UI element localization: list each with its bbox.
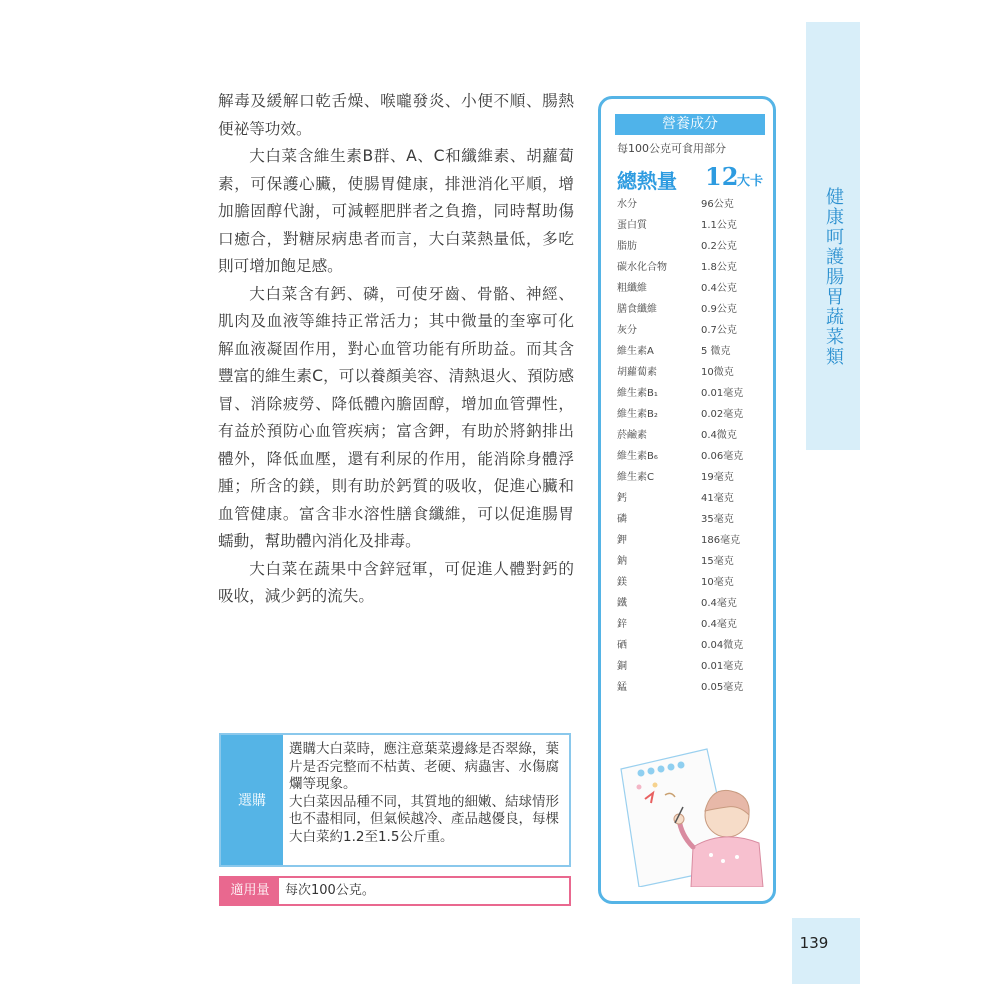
child-writing-illustration: [615, 739, 765, 887]
nutrient-value: 0.04微克: [701, 640, 744, 651]
nutrient-value: 19毫克: [701, 472, 734, 483]
nutrient-value: 186毫克: [701, 535, 741, 546]
nutrient-name: 錳: [617, 682, 627, 693]
nutrient-value: 0.7公克: [701, 325, 737, 336]
section-title: 健康呵護腸胃蔬菜類: [823, 187, 844, 367]
nutrient-value: 0.4毫克: [701, 619, 737, 630]
nutrient-value: 0.01毫克: [701, 661, 744, 672]
nutrition-row: [617, 468, 767, 489]
nutrition-row: [617, 321, 767, 342]
nutrient-value: 0.01毫克: [701, 388, 744, 399]
purchase-tip: 選購大白菜時，應注意葉菜邊緣是否翠綠，葉片是否完整而不枯黃、老硬、病蟲害、水傷腐爛等現象。: [289, 741, 559, 792]
nutrient-name: 水分: [617, 199, 637, 210]
nutrient-name: 菸鹼素: [617, 430, 647, 441]
body-text: [218, 88, 574, 611]
nutrition-row: [617, 300, 767, 321]
nutrient-name: 鎂: [617, 577, 627, 588]
nutrition-row: [617, 636, 767, 657]
purchase-tips-box: [219, 733, 571, 867]
paragraph: 解毒及緩解口乾舌燥、喉嚨發炎、小便不順、腸熱便祕等功效。: [218, 92, 574, 138]
nutrition-row: [617, 279, 767, 300]
nutrient-name: 鐵: [617, 598, 627, 609]
nutrient-name: 鈣: [617, 493, 627, 504]
nutrition-row: [617, 447, 767, 468]
nutrient-name: 脂肪: [617, 241, 637, 252]
nutrient-name: 碳水化合物: [617, 262, 667, 273]
nutrition-row: [617, 657, 767, 678]
calorie-value: 12: [705, 162, 739, 191]
nutrition-row: [617, 384, 767, 405]
nutrition-row: [617, 405, 767, 426]
nutrition-row: [617, 216, 767, 237]
nutrition-row: [617, 258, 767, 279]
nutrient-value: 0.02毫克: [701, 409, 744, 420]
nutrition-row: [617, 531, 767, 552]
nutrition-table: [617, 195, 767, 699]
nutrient-value: 10微克: [701, 367, 734, 378]
nutrition-title: 營養成分: [615, 114, 765, 135]
purchase-text: [289, 741, 565, 846]
calorie-label: 總熱量: [617, 169, 677, 193]
page-number-tab: [792, 918, 860, 984]
nutrient-value: 1.8公克: [701, 262, 737, 273]
nutrient-value: 0.4微克: [701, 430, 737, 441]
nutrient-name: 胡蘿蔔素: [617, 367, 657, 378]
nutrient-name: 粗纖維: [617, 283, 647, 294]
nutrient-value: 10毫克: [701, 577, 734, 588]
nutrition-panel: [598, 96, 776, 904]
nutrient-name: 膳食纖維: [617, 304, 657, 315]
nutrition-row: [617, 510, 767, 531]
nutrition-row: [617, 195, 767, 216]
nutrition-row: [617, 615, 767, 636]
purchase-tip: 大白菜因品種不同，其質地的細嫩、結球情形也不盡相同，但氣候越冷、產品越優良，每棵大白菜約1.2至1.5公斤重。: [289, 793, 559, 845]
nutrient-name: 磷: [617, 514, 627, 525]
nutrition-row: [617, 363, 767, 384]
nutrient-name: 維生素B₆: [617, 451, 658, 462]
nutrition-row: [617, 594, 767, 615]
nutrition-row: [617, 237, 767, 258]
dosage-label: 適用量: [221, 878, 279, 904]
paragraph: 大白菜含有鈣、磷，可使牙齒、骨骼、神經、肌肉及血液等維持正常活力；其中微量的奎寧可化解血液凝固作用，對心血管功能有所助益。而其含豐富的維生素C，可以養顏美容、清熱退火、預防感冒、消除疲勞、降低體內膽固醇，增加血管彈性，有益於預防心血管疾病；富含鉀，有助於將鈉排出體外，降低血壓，還有利尿的作用，能消除身體浮腫；所含的鎂，則有助於鈣質的吸收，促進心臟和血管健康。富含非水溶性膳食纖維，可以促進腸胃蠕動，幫助體內消化及排毒。: [218, 284, 574, 550]
nutrient-value: 15毫克: [701, 556, 734, 567]
nutrient-value: 96公克: [701, 199, 734, 210]
nutrition-row: [617, 426, 767, 447]
nutrient-value: 0.06毫克: [701, 451, 744, 462]
nutrient-name: 維生素B₂: [617, 409, 658, 420]
nutrient-value: 1.1公克: [701, 220, 737, 231]
paragraph: 大白菜含維生素B群、A、C和纖維素、胡蘿蔔素，可保護心臟，使腸胃健康，排泄消化平順，增加膽固醇代謝，可減輕肥胖者之負擔，同時幫助傷口癒合，對糖尿病患者而言，大白菜熱量低，多吃則可增加飽足感。: [218, 147, 574, 275]
nutrient-name: 硒: [617, 640, 627, 651]
nutrition-row: [617, 678, 767, 699]
nutrient-name: 銅: [617, 661, 627, 672]
nutrition-row: [617, 489, 767, 510]
nutrient-value: 0.4毫克: [701, 598, 737, 609]
purchase-label: 選購: [221, 735, 283, 865]
nutrition-row: [617, 573, 767, 594]
nutrient-value: 0.9公克: [701, 304, 737, 315]
nutrient-value: 35毫克: [701, 514, 734, 525]
nutrient-name: 維生素C: [617, 472, 654, 483]
nutrient-name: 維生素B₁: [617, 388, 658, 399]
page-number: 139: [799, 934, 829, 952]
nutrient-name: 鉀: [617, 535, 627, 546]
nutrient-value: 0.05毫克: [701, 682, 744, 693]
nutrient-value: 0.4公克: [701, 283, 737, 294]
dosage-text: 每次100公克。: [285, 883, 375, 898]
nutrient-name: 維生素A: [617, 346, 654, 357]
dosage-box: [219, 876, 571, 906]
nutrient-name: 灰分: [617, 325, 637, 336]
paragraph: 大白菜在蔬果中含鋅冠軍，可促進人體對鈣的吸收，減少鈣的流失。: [218, 559, 574, 605]
nutrient-value: 5 微克: [701, 346, 731, 357]
nutrition-row: [617, 552, 767, 573]
nutrition-row: [617, 342, 767, 363]
nutrient-name: 鋅: [617, 619, 627, 630]
calorie-unit: 大卡: [737, 174, 764, 189]
nutrient-name: 蛋白質: [617, 220, 647, 231]
nutrient-name: 鈉: [617, 556, 627, 567]
section-side-tab: [806, 22, 860, 450]
nutrient-value: 41毫克: [701, 493, 734, 504]
nutrient-value: 0.2公克: [701, 241, 737, 252]
nutrition-subtitle: 每100公克可食用部分: [617, 142, 726, 155]
